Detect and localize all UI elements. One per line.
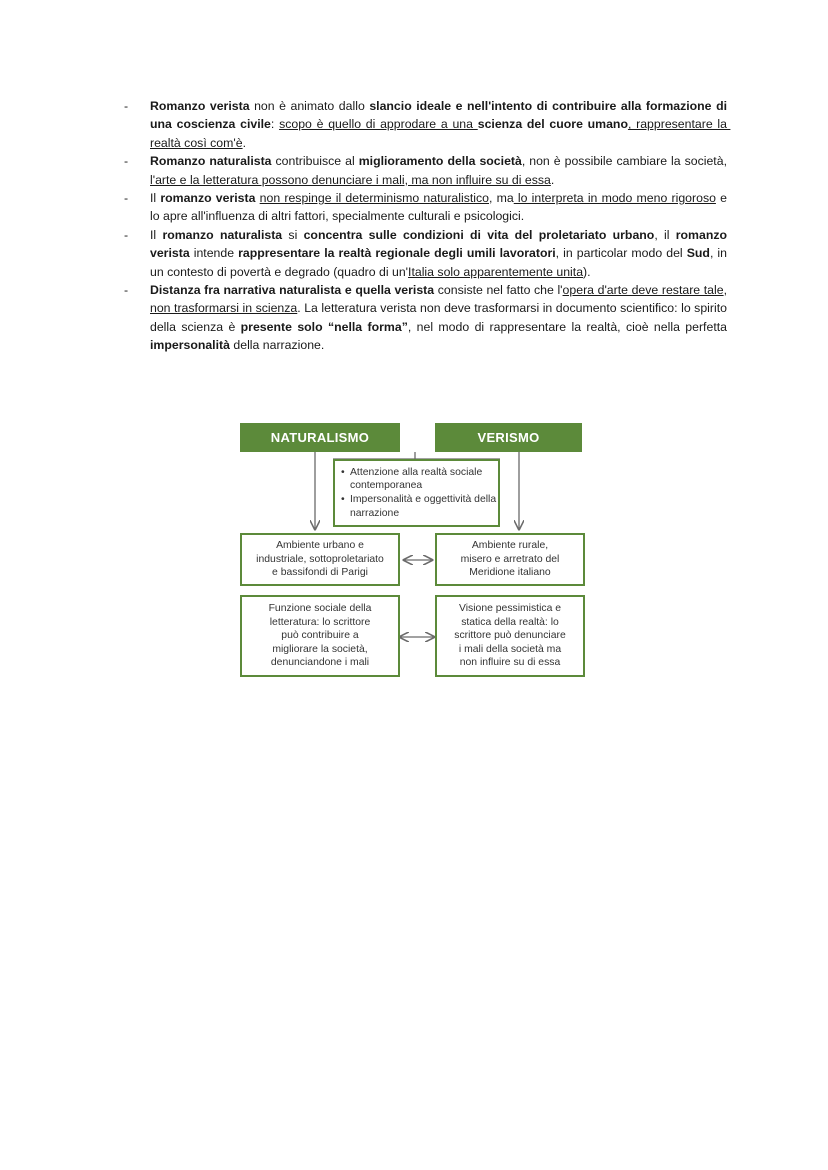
body-text: .: [550, 172, 555, 187]
bullet-dash: -: [124, 99, 129, 113]
bold-text: presente solo “nella forma”: [240, 319, 408, 334]
body-text: , non è possibile cambiare la società,: [521, 154, 731, 169]
box-line: non influire su di essa: [459, 657, 561, 669]
bullet-item: [0, 226, 828, 281]
naturalismo-header: NATURALISMO: [240, 423, 400, 452]
body-text: , in un contesto di povertà e degrado (quadro di un': [150, 246, 731, 279]
box-line: scrittore può denunciare: [454, 630, 566, 642]
body-text: non è animato dallo: [249, 99, 370, 113]
body-text: :: [270, 117, 280, 132]
box-line: letteratura: lo scrittore: [269, 616, 371, 628]
body-text: , nel modo di rappresentare la realtà, cioè nella perfetta: [407, 319, 731, 334]
bold-text: Sud: [686, 246, 710, 261]
bold-text: Distanza fra narrativa naturalista e quella verista: [150, 283, 435, 298]
body-text: .: [242, 135, 246, 150]
common-item: • Attenzione alla realtà sociale contemporanea: [341, 466, 498, 493]
body-text: ).: [583, 264, 591, 279]
bold-text: rappresentare la realtà regionale degli umili lavoratori: [238, 246, 556, 261]
box-line: Visione pessimistica e: [458, 603, 562, 615]
box-line: Funzione sociale della: [268, 603, 372, 615]
body-text: ,: [723, 283, 731, 298]
bold-text: romanzo verista: [150, 227, 731, 261]
box-line: industriale, sottoproletariato: [256, 553, 384, 565]
verismo-header: VERISMO: [435, 423, 582, 452]
body-text: Il: [150, 227, 163, 242]
bold-text: scienza del cuore umano: [477, 117, 628, 132]
bullet-item: [0, 97, 828, 152]
box-line: e bassifondi di Parigi: [272, 567, 368, 579]
bullet-item: [0, 189, 828, 226]
bold-text: romanzo verista: [160, 191, 256, 206]
verismo-environment-box: [435, 533, 585, 586]
underlined-text: Italia solo apparentemente unita: [408, 264, 584, 279]
naturalismo-function-box: [240, 595, 400, 677]
bold-text: impersonalità: [150, 338, 230, 353]
bullet-item: [0, 281, 828, 355]
box-line: può contribuire a: [281, 630, 359, 642]
bold-text: concentra sulle condizioni di vita del proletariato urbano: [303, 227, 655, 242]
bullet-list: [0, 97, 828, 355]
common-features-box: [333, 459, 500, 527]
comparison-diagram: [238, 421, 588, 679]
common-item: • Impersonalità e oggettività della narrazione: [341, 493, 498, 520]
box-line: i mali della società ma: [458, 643, 562, 655]
bullet-item: [0, 152, 828, 189]
underlined-text: lo interpreta in modo meno rigoroso: [513, 191, 716, 206]
bold-text: romanzo naturalista: [162, 227, 283, 242]
box-line: Meridione italiano: [469, 567, 551, 579]
underlined-text: scopo è quello di approdare a una: [279, 117, 478, 132]
bold-text: Romanzo naturalista: [150, 154, 272, 169]
body-text: contribuisce al: [271, 154, 359, 169]
body-text: , in particolar modo del: [555, 246, 687, 261]
body-text: . La letteratura verista non deve trasformarsi in documento scientifico: lo spirito della scienza è: [150, 301, 731, 334]
box-line: migliorare la società,: [272, 643, 368, 655]
box-line: Ambiente rurale,: [471, 540, 549, 552]
box-line: denunciandone i mali: [270, 657, 370, 669]
box-line: statica della realtà: lo: [461, 616, 559, 628]
body-text: e lo apre all'influenza di altri fattori, specialmente culturali e psicologici.: [150, 191, 731, 224]
body-text: consiste nel fatto che l': [434, 283, 563, 298]
bullet-dash: -: [124, 227, 129, 242]
underlined-text: non trasformarsi in scienza: [150, 301, 298, 316]
verismo-vision-box: [435, 595, 585, 677]
box-line: misero e arretrato del: [460, 553, 560, 565]
underlined-text: , rappresentare la realtà così com'è: [150, 117, 731, 150]
body-text: intende: [189, 246, 239, 261]
body-text: Il: [150, 191, 161, 206]
bullet-dash: -: [124, 154, 129, 169]
bold-text: miglioramento della società: [358, 154, 522, 169]
box-line: Ambiente urbano e: [276, 540, 364, 552]
body-text: , il: [654, 227, 676, 242]
body-text: , ma: [489, 191, 514, 206]
underlined-text: non respinge il determinismo naturalistico: [259, 191, 490, 206]
underlined-text: l'arte e la letteratura possono denunciare i mali, ma non influire su di essa: [150, 172, 551, 187]
bullet-dash: -: [124, 283, 129, 298]
bullet-dash: -: [124, 191, 129, 206]
body-text: si: [282, 227, 304, 242]
bold-text: slancio ideale e nell'intento di contribuire alla formazione di una coscienza civile: [150, 99, 731, 132]
underlined-text: opera d'arte deve restare tale: [562, 283, 724, 298]
naturalismo-environment-box: [240, 533, 400, 586]
body-text: della narrazione.: [229, 338, 325, 353]
bold-text: Romanzo verista: [150, 99, 250, 113]
